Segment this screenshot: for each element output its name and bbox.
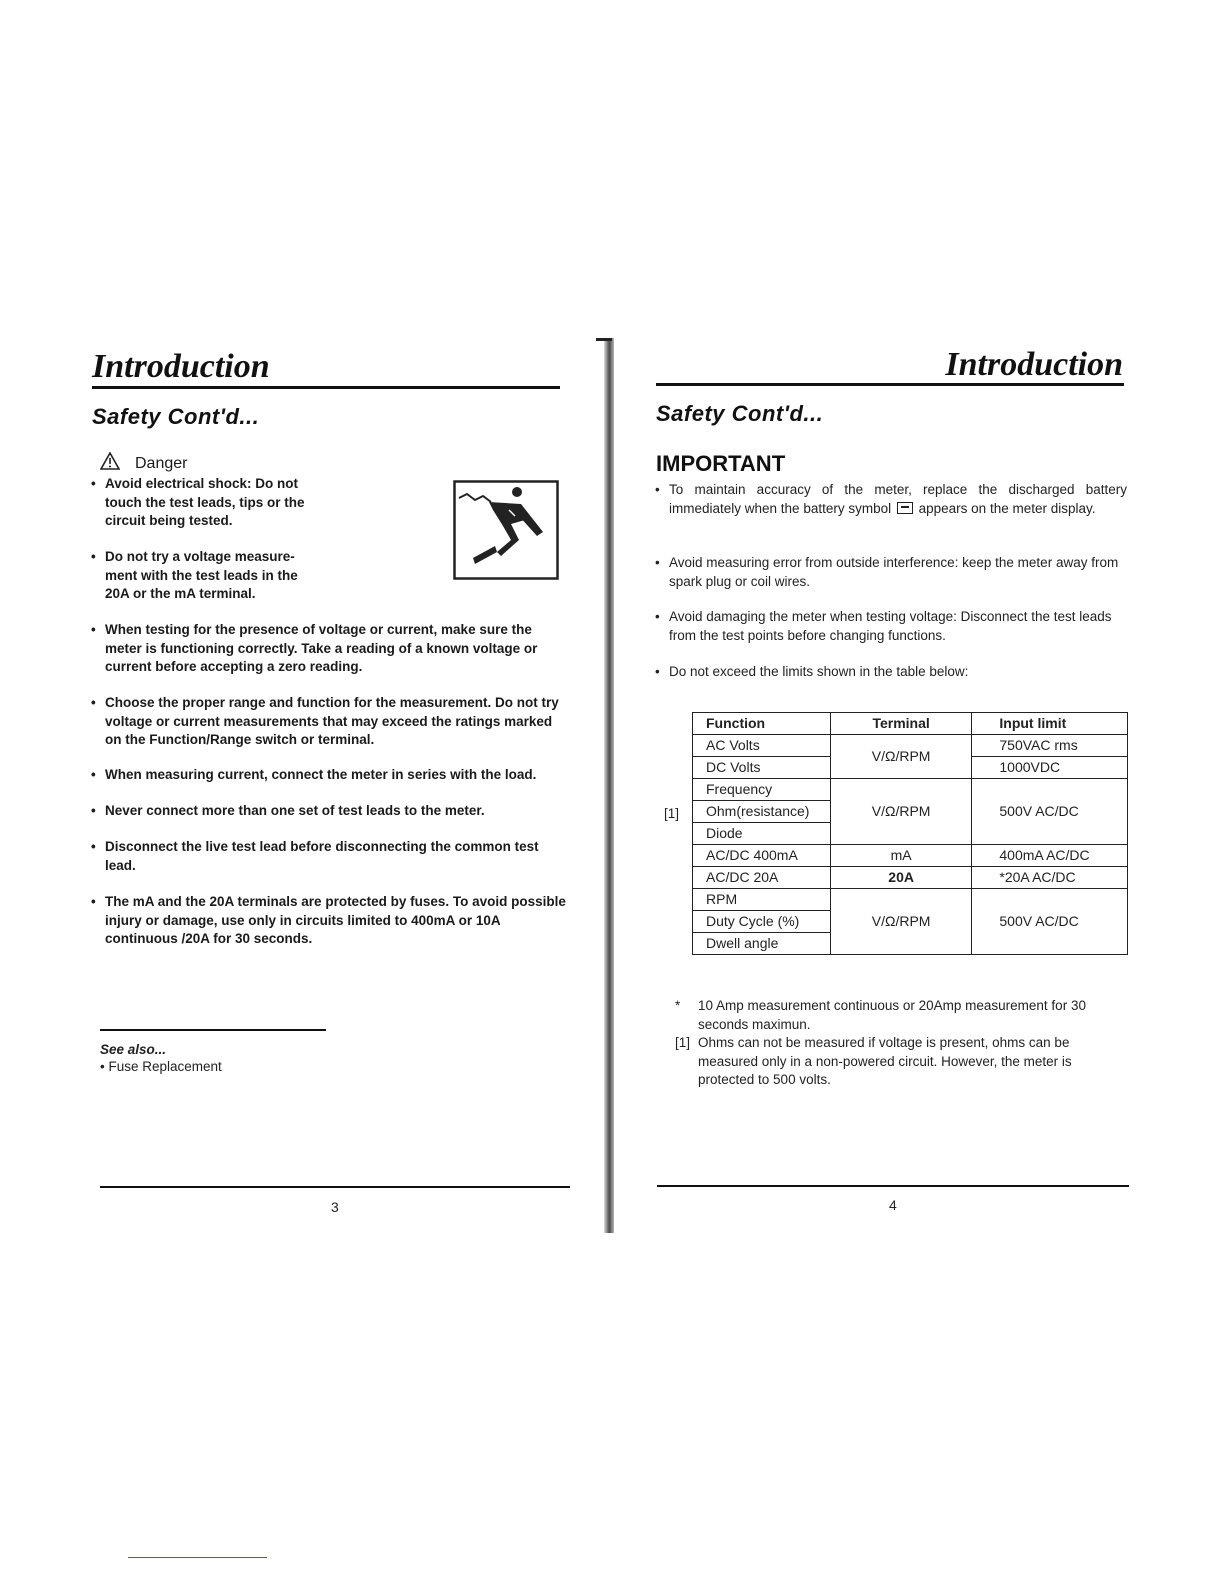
table-cell-terminal: V/Ω/RPM [830,735,972,779]
battery-icon [897,502,913,514]
table-row [693,735,1128,757]
table-cell-limit: 400mA AC/DC [972,845,1128,867]
left-title-rule [92,386,560,389]
electric-shock-hazard-icon [453,480,559,585]
right-footer-rule [657,1185,1129,1187]
table-cell-function: AC/DC 20A [693,867,831,889]
left-page-title: Introduction [92,348,270,385]
table-row [693,779,1128,801]
table-cell-function: Ohm(resistance) [693,801,831,823]
table-cell-function: DC Volts [693,757,831,779]
right-bullet-2: • Avoid measuring error from outside interference: keep the meter away from spark plug or coil wires. [655,555,1119,589]
left-bullet-4: • Never connect more than one set of test leads to the meter. [91,803,485,818]
danger-bullet-2: • Do not try a voltage measure-ment with the test leads in the 20A or the mA terminal. [91,549,298,601]
table-cell-function: Frequency [693,779,831,801]
right-bullet-3: • Avoid damaging the meter when testing voltage: Disconnect the test leads from the test points before changing functions. [655,609,1112,643]
table-row [693,845,1128,867]
table-cell-terminal: 20A [830,867,972,889]
table-cell-function: Dwell angle [693,933,831,955]
table-cell-limit: 500V AC/DC [972,889,1128,955]
left-bullet-2: • Choose the proper range and function for the measurement. Do not try voltage or current measurements that may exceed the ratings marked on the Function/Range switch or terminal. [91,695,559,747]
left-page-number: 3 [331,1199,339,1215]
table-cell-terminal: V/Ω/RPM [830,779,972,845]
table-cell-function: AC Volts [693,735,831,757]
left-footer-rule [100,1186,570,1188]
table-header: Input limit [972,713,1128,735]
table-header-row [693,713,1128,735]
left-bullet-1: • When testing for the presence of voltage or current, make sure the meter is functioning correctly. Take a reading of a known voltage or current before accepting a zero reading. [91,622,538,674]
table-cell-function: RPM [693,889,831,911]
right-subtitle: Safety Cont'd... [656,401,824,426]
table-cell-terminal: V/Ω/RPM [830,889,972,955]
table-cell-limit: 500V AC/DC [972,779,1128,845]
table-header: Terminal [830,713,972,735]
left-bullet-5: • Disconnect the live test lead before disconnecting the common test lead. [91,839,539,873]
right-page-number: 4 [889,1197,897,1213]
table-cell-function: Diode [693,823,831,845]
see-also-label: See also... [100,1042,167,1057]
table-cell-limit: 750VAC rms [972,735,1128,757]
footnote-1: [1] Ohms can not be measured if voltage is present, ohms can be measured only in a non-powered circuit. However, the meter is protected to 500 volts. [675,1035,1072,1087]
table-cell-limit: 1000VDC [972,757,1128,779]
book-spine-cap [596,338,612,341]
right-title-rule [656,383,1124,386]
input-limits-table [692,712,1128,955]
stray-rule [128,1557,267,1558]
right-bullet-4: • Do not exceed the limits shown in the table below: [655,664,969,679]
book-spine [604,338,614,1233]
table-cell-limit: *20A AC/DC [972,867,1128,889]
footnote-asterisk: * 10 Amp measurement continuous or 20Amp measurement for 30 seconds maximun. [675,998,1086,1032]
table-cell-terminal: mA [830,845,972,867]
left-subtitle: Safety Cont'd... [92,404,260,429]
left-bullet-3: • When measuring current, connect the meter in series with the load. [91,767,537,782]
table-cell-function: AC/DC 400mA [693,845,831,867]
table-row [693,867,1128,889]
see-also-rule [100,1029,326,1031]
see-also-link[interactable]: • Fuse Replacement [100,1059,222,1074]
table-cell-function: Duty Cycle (%) [693,911,831,933]
warning-triangle-icon [100,452,120,475]
table-row [693,889,1128,911]
left-bullet-6: • The mA and the 20A terminals are protected by fuses. To avoid possible injury or damage, use only in circuits limited to 400mA or 10A continuous /20A for 30 seconds. [91,894,566,946]
danger-bullet-1: • Avoid electrical shock: Do not touch the test leads, tips or the circuit being tested. [91,476,305,528]
table-header: Function [693,713,831,735]
table-row-note: [1] [664,806,680,821]
right-page-title: Introduction [945,346,1123,383]
right-bullet-1: • To maintain accuracy of the meter, replace the discharged battery immediately when the battery symbol appears on the meter display. [655,482,1127,516]
important-heading: IMPORTANT [656,451,786,476]
danger-heading: Danger [135,455,188,472]
